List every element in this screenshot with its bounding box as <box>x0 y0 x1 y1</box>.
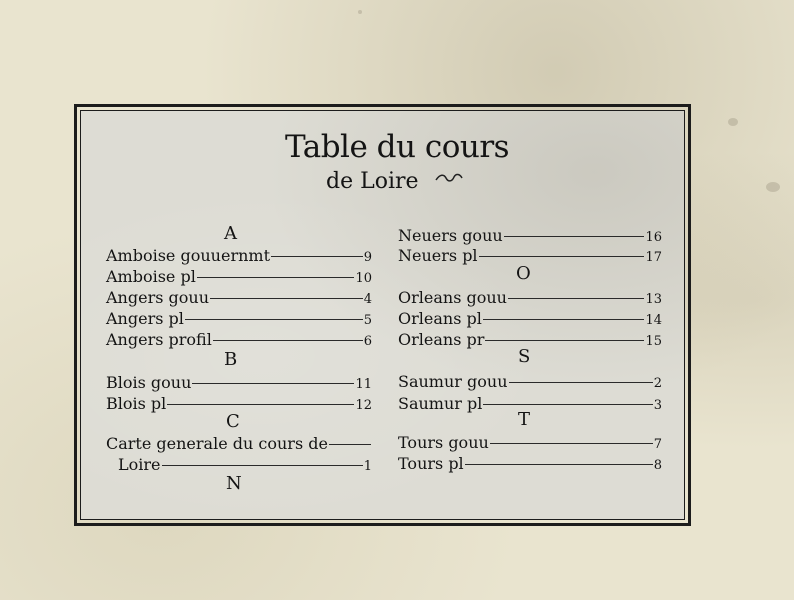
entry-name: Neuers gouu <box>398 226 503 245</box>
leader-line <box>185 319 363 320</box>
index-entry <box>106 246 372 266</box>
entry-page: 10 <box>355 271 372 286</box>
entry-name: Amboise pl <box>106 267 196 286</box>
entry-page: 1 <box>363 459 372 474</box>
leader-line <box>483 319 645 320</box>
entry-name: Orleans pr <box>398 330 485 349</box>
entry-page: 7 <box>653 437 662 452</box>
leader-line <box>197 277 355 278</box>
index-entry <box>106 309 372 329</box>
leader-line <box>490 443 653 444</box>
leader-line <box>483 404 652 405</box>
entry-page: 3 <box>653 398 662 413</box>
entry-name: Saumur pl <box>398 394 483 413</box>
section-letter-c: C <box>226 411 240 432</box>
section-letter-b: B <box>224 349 238 370</box>
entry-name: Angers profil <box>106 330 212 349</box>
leader-line <box>485 340 644 341</box>
entry-page: 2 <box>653 376 662 391</box>
entry-name: Angers pl <box>106 309 184 328</box>
index-entry <box>398 454 662 474</box>
entry-name: Saumur gouu <box>398 372 508 391</box>
leader-line <box>329 444 371 445</box>
section-letter-n: N <box>226 473 242 494</box>
index-entry <box>398 226 662 246</box>
index-entry <box>106 434 372 454</box>
leader-line <box>508 298 644 299</box>
entry-page: 5 <box>363 313 372 328</box>
index-entry <box>118 455 372 475</box>
entry-name: Amboise gouuernmt <box>106 246 270 265</box>
entry-name: Neuers pl <box>398 246 478 265</box>
entry-name: Angers gouu <box>106 288 209 307</box>
leader-line <box>479 256 645 257</box>
leader-line <box>509 382 653 383</box>
stain-spot <box>358 10 362 14</box>
index-entry <box>106 288 372 308</box>
entry-page: 11 <box>355 377 372 392</box>
entry-page: 8 <box>653 458 662 473</box>
stain-spot <box>728 118 738 126</box>
entry-page: 16 <box>645 230 662 245</box>
index-entry <box>398 372 662 392</box>
leader-line <box>192 383 354 384</box>
leader-line <box>162 465 363 466</box>
entry-name: Tours pl <box>398 454 464 473</box>
leader-line <box>271 256 363 257</box>
leader-line <box>167 404 354 405</box>
leader-line <box>465 464 653 465</box>
index-entry <box>398 309 662 329</box>
section-letter-s: S <box>518 346 531 367</box>
section-letter-o: O <box>516 263 531 284</box>
index-entry <box>398 433 662 453</box>
entry-page: 9 <box>363 250 372 265</box>
leader-line <box>504 236 645 237</box>
section-letter-t: T <box>518 409 531 430</box>
entry-name: Loire <box>118 455 161 474</box>
entry-page: 13 <box>645 292 662 307</box>
entry-page: 14 <box>645 313 662 328</box>
index-entry <box>106 330 372 350</box>
page-subtitle: de Loire <box>326 169 419 194</box>
entry-page: 4 <box>363 292 372 307</box>
entry-name: Orleans pl <box>398 309 482 328</box>
stain-spot <box>766 182 780 192</box>
entry-name: Tours gouu <box>398 433 489 452</box>
leader-line <box>213 340 363 341</box>
section-letter-a: A <box>224 223 237 244</box>
index-entry <box>106 373 372 393</box>
entry-page: 6 <box>363 334 372 349</box>
entry-page: 15 <box>645 334 662 349</box>
entry-page: 17 <box>645 250 662 265</box>
entry-page: 12 <box>355 398 372 413</box>
entry-name: Carte generale du cours de <box>106 434 328 453</box>
flourish-ornament <box>434 172 464 184</box>
page-title: Table du cours <box>284 129 510 165</box>
entry-name: Orleans gouu <box>398 288 507 307</box>
index-entry <box>106 267 372 287</box>
leader-line <box>210 298 363 299</box>
entry-name: Blois pl <box>106 394 167 413</box>
entry-name: Blois gouu <box>106 373 192 392</box>
index-entry <box>398 288 662 308</box>
